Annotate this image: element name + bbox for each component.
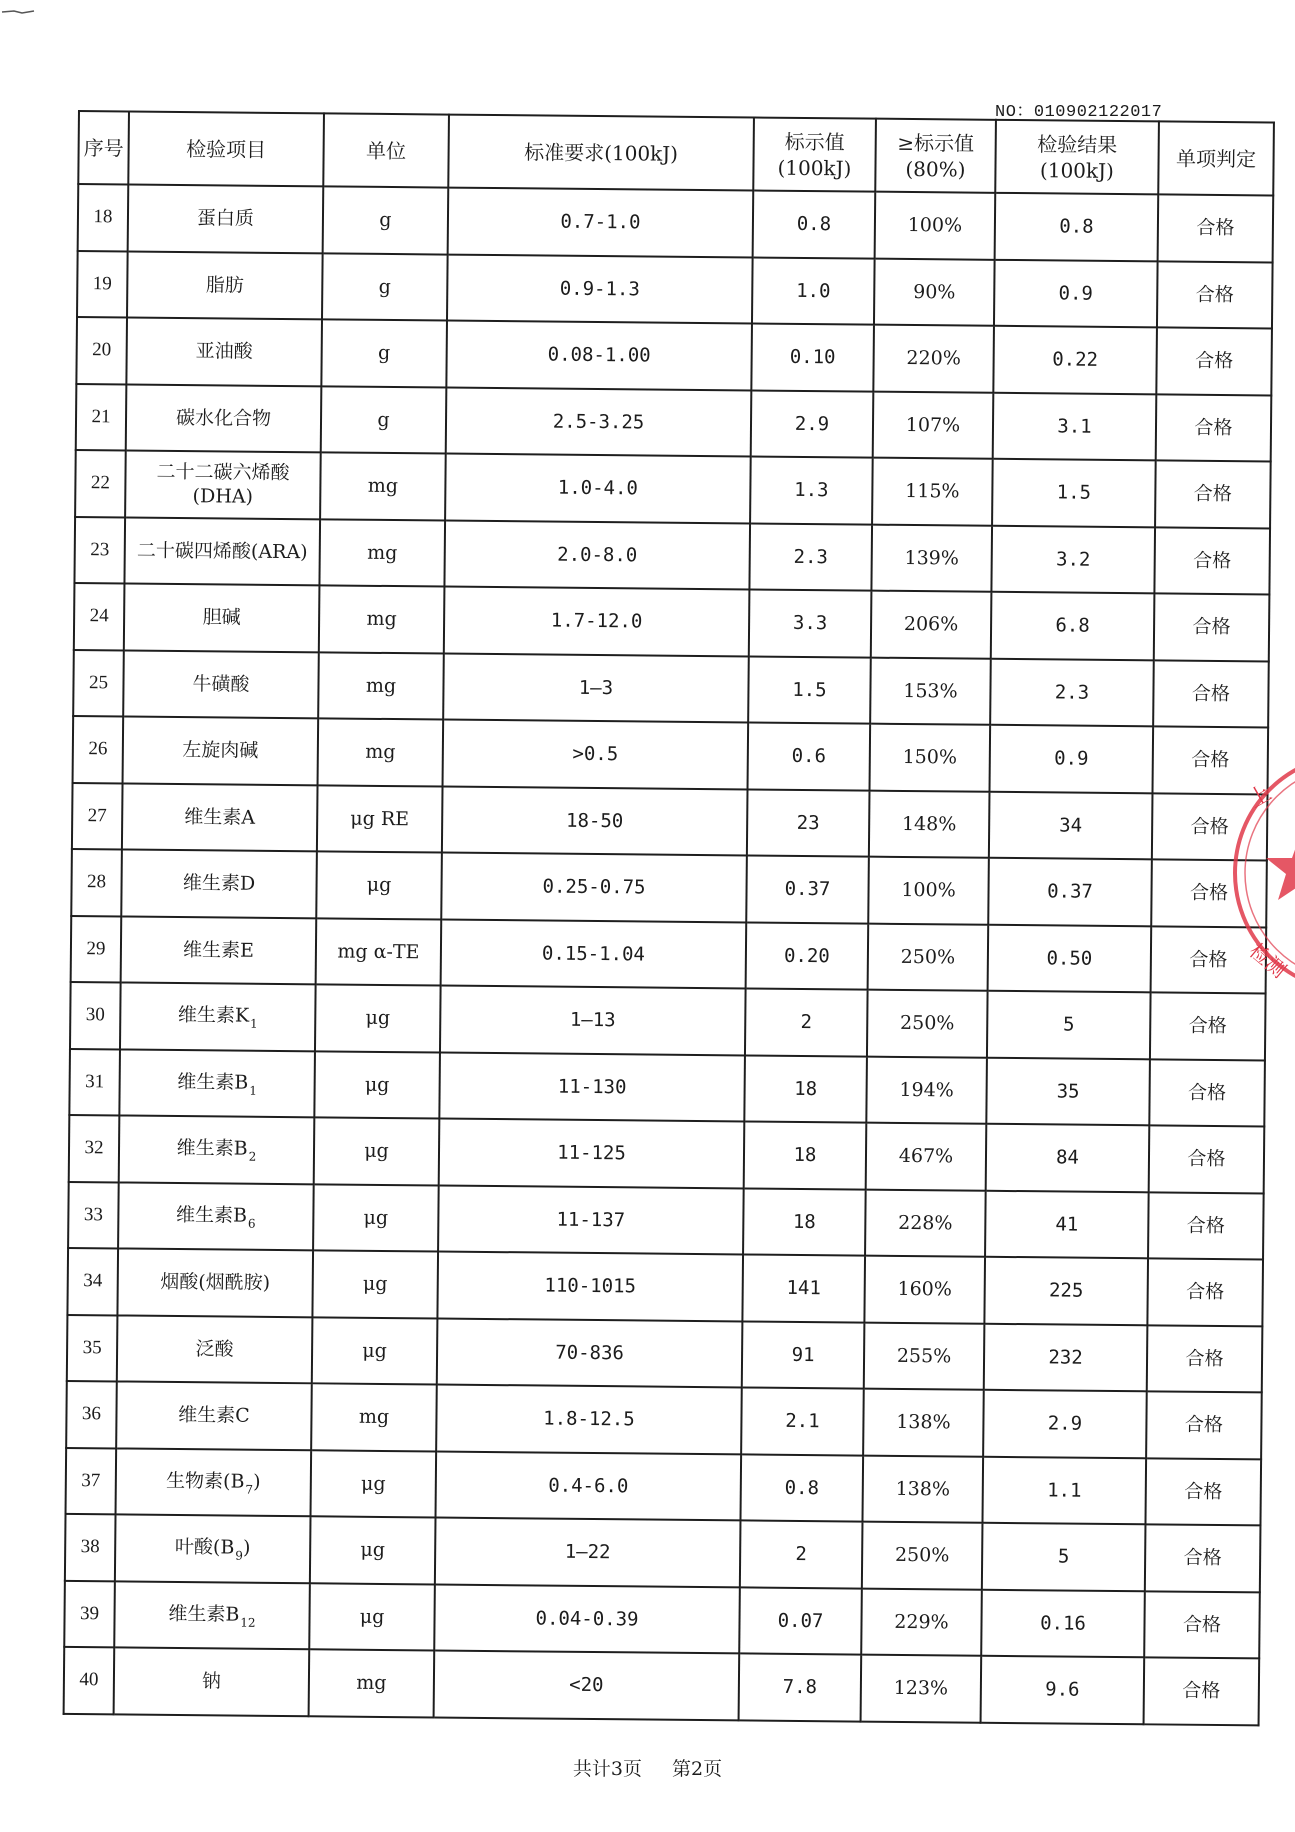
header-standard: 标准要求(100kJ) [448, 115, 754, 191]
table-row [76, 383, 1272, 461]
label-value-cell: 0.8 [753, 190, 876, 258]
standard-cell: 0.9-1.3 [447, 254, 753, 323]
judgement-cell: 合格 [1145, 1524, 1261, 1592]
item-cell [114, 1647, 310, 1715]
standard-cell: 11-125 [439, 1119, 745, 1188]
judgement-cell: 合格 [1156, 394, 1272, 462]
item-subscript: 12 [240, 1615, 256, 1630]
item-cell [114, 1581, 310, 1649]
percent-cell: 206% [871, 591, 992, 659]
item-name: 维生素C [178, 1404, 250, 1427]
table-row [65, 1514, 1261, 1592]
judgement-cell: 合格 [1156, 327, 1272, 395]
label-value-cell: 91 [742, 1321, 865, 1389]
seq-cell: 19 [77, 251, 128, 318]
percent-cell: 153% [870, 657, 991, 725]
label-value-cell: 18 [744, 1055, 867, 1123]
standard-cell: 1.0-4.0 [445, 454, 751, 523]
item-cell [120, 982, 316, 1050]
label-value-cell: 1.0 [752, 257, 875, 325]
item-name: 维生素B [177, 1070, 249, 1094]
percent-cell: 138% [863, 1389, 984, 1457]
unit-cell: mg [311, 1383, 437, 1451]
table-row [75, 450, 1271, 528]
standard-cell: 11-130 [439, 1052, 745, 1121]
label-value-cell: 2 [745, 988, 868, 1056]
header-result-line2: (100kJ) [1039, 157, 1115, 183]
header-percent [875, 119, 996, 193]
unit-cell: μg [314, 1117, 440, 1185]
unit-cell: g [322, 253, 448, 321]
standard-cell: 1—13 [440, 986, 746, 1055]
label-value-cell: 141 [742, 1254, 865, 1322]
table-row [64, 1647, 1260, 1725]
page-total: 共计3页 [572, 1758, 642, 1780]
percent-cell: 115% [872, 458, 993, 526]
item-cell [121, 916, 317, 984]
result-cell: 5 [982, 1523, 1146, 1591]
item-name: 维生素A [184, 805, 256, 829]
standard-cell: 0.25-0.75 [441, 853, 747, 922]
table-row [64, 1580, 1260, 1658]
standard-cell: 1—3 [443, 653, 749, 722]
table-row [78, 184, 1274, 262]
item-name: 维生素B [168, 1602, 240, 1626]
item-name: 钠 [201, 1670, 222, 1693]
result-cell: 3.2 [991, 525, 1155, 593]
unit-cell: μg [312, 1250, 438, 1318]
standard-cell: 0.7-1.0 [448, 188, 754, 257]
judgement-cell: 合格 [1151, 926, 1267, 994]
seq-cell: 28 [71, 849, 122, 916]
seq-cell: 26 [73, 716, 124, 783]
percent-cell: 250% [868, 923, 989, 991]
label-value-cell: 2 [740, 1520, 863, 1588]
stamp-text-bottom: 检测 [1244, 938, 1291, 983]
label-value-cell: 0.10 [751, 323, 874, 391]
result-cell: 5 [987, 991, 1151, 1059]
stamp-text-top: 上 [1244, 780, 1277, 814]
percent-cell: 100% [868, 857, 989, 925]
item-name: 泛酸 [195, 1337, 234, 1361]
label-value-cell: 18 [744, 1121, 867, 1189]
item-name: 生物素(B [166, 1469, 245, 1493]
percent-cell: 150% [870, 724, 991, 792]
table-row [77, 251, 1273, 329]
table-row [74, 516, 1270, 594]
seq-cell: 23 [74, 516, 125, 583]
seq-cell: 24 [74, 583, 125, 650]
results-table [63, 110, 1275, 1726]
item-name: 叶酸(B [174, 1536, 235, 1559]
seq-cell: 20 [76, 317, 127, 384]
table-row [69, 1048, 1265, 1126]
result-cell: 0.37 [988, 858, 1152, 926]
unit-cell: mg [318, 718, 444, 786]
judgement-cell: 合格 [1148, 1192, 1264, 1260]
page-current: 第2页 [672, 1758, 723, 1780]
item-subscript: 9 [235, 1548, 243, 1563]
result-cell: 41 [985, 1190, 1149, 1258]
seq-cell: 35 [67, 1314, 118, 1381]
label-value-cell: 0.07 [739, 1587, 862, 1655]
unit-cell: g [321, 386, 447, 454]
percent-cell: 229% [861, 1588, 982, 1656]
seq-cell: 40 [64, 1647, 115, 1714]
judgement-cell: 合格 [1149, 1125, 1265, 1193]
result-cell: 0.9 [990, 725, 1154, 793]
standard-cell: 70-836 [437, 1318, 743, 1387]
table-row [66, 1447, 1262, 1525]
label-value-cell: 0.37 [746, 855, 869, 923]
result-cell: 0.22 [993, 326, 1157, 394]
seq-cell: 39 [64, 1580, 115, 1647]
judgement-cell: 合格 [1157, 261, 1273, 329]
table-row [74, 583, 1270, 661]
header-label-value [753, 117, 876, 191]
header-seq: 序号 [78, 111, 129, 184]
label-value-cell: 0.20 [746, 922, 869, 990]
table-row [67, 1314, 1263, 1392]
table-row [66, 1381, 1262, 1459]
unit-cell: μg [312, 1317, 438, 1385]
item-cell [117, 1315, 313, 1383]
judgement-cell: 合格 [1154, 593, 1270, 661]
item-cell [123, 650, 319, 718]
table-row [76, 317, 1272, 395]
table-row [67, 1248, 1263, 1326]
item-cell [126, 384, 322, 452]
judgement-cell: 合格 [1146, 1391, 1262, 1459]
standard-cell: 1—22 [435, 1517, 741, 1586]
standard-cell: 2.5-3.25 [446, 387, 752, 456]
seq-cell: 32 [69, 1115, 120, 1182]
report-number: NO：010902122017 [995, 103, 1163, 122]
item-name: 左旋肉碱 [182, 739, 259, 763]
judgement-cell: 合格 [1147, 1258, 1263, 1326]
item-subscript: 1 [249, 1083, 257, 1098]
unit-cell: μg [309, 1583, 435, 1651]
result-cell: 0.8 [995, 193, 1159, 261]
item-name: 脂肪 [205, 273, 244, 297]
label-value-cell: 2.1 [741, 1387, 864, 1455]
item-cell [126, 317, 322, 385]
label-value-cell: 2.9 [751, 390, 874, 458]
header-judgement: 单项判定 [1158, 121, 1274, 195]
label-value-cell: 7.8 [739, 1653, 862, 1721]
unit-cell: mg [309, 1649, 435, 1717]
item-cell [125, 450, 321, 518]
label-value-cell: 18 [743, 1188, 866, 1256]
judgement-cell: 合格 [1144, 1591, 1260, 1659]
item-name: 二十碳四烯酸(ARA) [136, 539, 308, 563]
result-cell: 225 [984, 1257, 1148, 1325]
judgement-cell: 合格 [1151, 859, 1267, 927]
unit-cell: mg [318, 652, 444, 720]
judgement-cell: 合格 [1155, 460, 1271, 528]
item-suffix: ) [253, 1470, 261, 1493]
table-row [69, 1115, 1265, 1193]
percent-cell: 90% [874, 258, 995, 326]
result-cell: 2.9 [983, 1390, 1147, 1458]
percent-cell: 123% [861, 1655, 982, 1723]
result-cell: 1.1 [982, 1456, 1146, 1524]
judgement-cell: 合格 [1150, 992, 1266, 1060]
standard-cell: 0.15-1.04 [441, 919, 747, 988]
seq-cell: 37 [66, 1447, 117, 1514]
seq-cell: 21 [76, 383, 127, 450]
standard-cell: 2.0-8.0 [444, 520, 750, 589]
unit-cell: μg [316, 851, 442, 919]
results-sheet [63, 110, 1273, 1726]
percent-cell: 107% [873, 391, 994, 459]
seq-cell: 34 [67, 1248, 118, 1315]
item-suffix: ) [242, 1536, 251, 1559]
table-row [71, 915, 1267, 993]
unit-cell: mg [319, 585, 445, 653]
judgement-cell: 合格 [1144, 1657, 1260, 1725]
item-cell [116, 1448, 312, 1516]
seq-cell: 31 [69, 1048, 120, 1115]
item-subscript: 1 [249, 1016, 258, 1032]
item-name: 维生素B [176, 1137, 248, 1160]
table-row [68, 1181, 1264, 1259]
unit-cell: g [321, 319, 447, 387]
result-cell: 1.5 [992, 459, 1156, 527]
unit-cell: μg RE [317, 785, 443, 853]
scan-edge-mark [0, 0, 40, 6]
item-cell [122, 783, 318, 851]
label-value-cell: 0.6 [748, 722, 871, 790]
result-cell: 6.8 [991, 592, 1155, 660]
seq-cell: 18 [78, 184, 129, 251]
label-value-cell: 1.3 [750, 456, 873, 524]
header-result [995, 120, 1159, 195]
unit-cell: mg [320, 452, 446, 520]
item-name: 牛磺酸 [192, 672, 250, 696]
standard-cell: >0.5 [443, 720, 749, 789]
judgement-cell: 合格 [1147, 1325, 1263, 1393]
judgement-cell: 合格 [1149, 1059, 1265, 1127]
standard-cell: 0.4-6.0 [436, 1451, 742, 1520]
table-row [72, 782, 1268, 860]
header-row [78, 111, 1274, 195]
item-name: 胆碱 [202, 606, 241, 629]
percent-cell: 220% [873, 325, 994, 393]
item-name-line2: (DHA) [192, 485, 254, 508]
unit-cell: g [323, 186, 449, 254]
standard-cell: 0.04-0.39 [434, 1584, 740, 1653]
unit-cell: mg [319, 519, 445, 587]
result-cell: 0.16 [981, 1589, 1145, 1657]
percent-cell: 148% [869, 790, 990, 858]
item-subscript: 7 [245, 1482, 254, 1497]
percent-cell: 255% [864, 1322, 985, 1390]
seq-cell: 36 [66, 1381, 117, 1448]
result-cell: 0.9 [994, 259, 1158, 327]
page-footer [0, 1754, 1295, 1781]
seq-cell: 38 [65, 1514, 116, 1581]
percent-cell: 138% [862, 1455, 983, 1523]
standard-cell: 110-1015 [437, 1252, 743, 1321]
unit-cell: μg [310, 1516, 436, 1584]
percent-cell: 250% [862, 1522, 983, 1590]
item-cell [118, 1182, 314, 1250]
label-value-cell: 0.8 [740, 1454, 863, 1522]
unit-cell: mg α-TE [316, 918, 442, 986]
item-name: 碳水化合物 [175, 406, 272, 430]
judgement-cell: 合格 [1152, 726, 1268, 794]
result-cell: 34 [989, 791, 1153, 859]
item-name: 维生素D [182, 872, 256, 895]
seq-cell: 29 [71, 915, 122, 982]
item-cell [121, 849, 317, 917]
item-cell [123, 716, 319, 784]
standard-cell: 1.7-12.0 [444, 587, 750, 656]
item-cell [127, 251, 323, 319]
item-cell [124, 517, 320, 585]
standard-cell: 11-137 [438, 1185, 744, 1254]
item-subscript: 2 [248, 1149, 257, 1165]
judgement-cell: 合格 [1158, 194, 1274, 262]
seq-cell: 27 [72, 782, 123, 849]
item-cell [128, 184, 324, 252]
percent-cell: 467% [866, 1123, 987, 1191]
unit-cell: μg [311, 1450, 437, 1518]
judgement-cell: 合格 [1145, 1458, 1261, 1526]
seq-cell: 25 [73, 649, 124, 716]
item-name: 烟酸(烟酰胺) [160, 1271, 271, 1295]
result-cell: 9.6 [981, 1656, 1145, 1724]
standard-cell: 1.8-12.5 [436, 1385, 742, 1454]
result-cell: 232 [984, 1323, 1148, 1391]
header-result-line1: 检验结果 [1037, 131, 1118, 157]
unit-cell: μg [313, 1184, 439, 1252]
judgement-cell: 合格 [1152, 793, 1268, 861]
judgement-cell: 合格 [1153, 660, 1269, 728]
percent-cell: 139% [871, 524, 992, 592]
table-row [71, 849, 1267, 927]
item-name: 维生素K [177, 1004, 250, 1027]
percent-cell: 228% [865, 1189, 986, 1257]
header-percent-line2: (80%) [905, 156, 966, 182]
item-cell [119, 1049, 315, 1117]
item-cell [115, 1514, 311, 1582]
item-cell [119, 1115, 315, 1183]
item-name: 维生素B [175, 1203, 248, 1227]
standard-cell: 0.08-1.00 [446, 321, 752, 390]
header-item: 检验项目 [128, 111, 324, 186]
label-value-cell: 2.3 [749, 523, 872, 591]
standard-cell: 18-50 [442, 786, 748, 855]
percent-cell: 250% [867, 990, 988, 1058]
item-cell [116, 1381, 312, 1449]
result-cell: 0.50 [988, 924, 1152, 992]
percent-cell: 194% [866, 1056, 987, 1124]
seq-cell: 22 [75, 450, 126, 517]
item-name: 维生素E [182, 938, 254, 962]
unit-cell: μg [315, 984, 441, 1052]
label-value-cell: 3.3 [749, 589, 872, 657]
item-name: 二十二碳六烯酸 [156, 461, 290, 485]
standard-cell: <20 [434, 1650, 740, 1719]
header-label-line1: 标示值 [784, 129, 845, 154]
unit-cell: μg [314, 1051, 440, 1119]
header-unit: 单位 [323, 113, 449, 187]
result-cell: 84 [986, 1124, 1150, 1192]
header-percent-line1: ≥标示值 [897, 130, 975, 156]
table-row [73, 649, 1269, 727]
header-label-line2: (100kJ) [777, 155, 852, 180]
item-subscript: 6 [247, 1216, 256, 1231]
inspection-stamp [1228, 748, 1295, 998]
seq-cell: 30 [70, 982, 121, 1049]
seq-cell: 33 [68, 1181, 119, 1248]
table-row [73, 716, 1269, 794]
percent-cell: 100% [875, 192, 996, 260]
item-name: 蛋白质 [196, 207, 255, 230]
label-value-cell: 23 [747, 789, 870, 857]
result-cell: 2.3 [990, 658, 1154, 726]
label-value-cell: 1.5 [748, 656, 871, 724]
item-name: 亚油酸 [195, 340, 253, 363]
result-cell: 3.1 [993, 392, 1157, 460]
table-row [70, 982, 1266, 1060]
results-body [64, 184, 1274, 1725]
item-cell [124, 583, 320, 651]
item-cell [117, 1248, 313, 1316]
judgement-cell: 合格 [1154, 527, 1270, 595]
result-cell: 35 [986, 1057, 1150, 1125]
percent-cell: 160% [864, 1256, 985, 1324]
